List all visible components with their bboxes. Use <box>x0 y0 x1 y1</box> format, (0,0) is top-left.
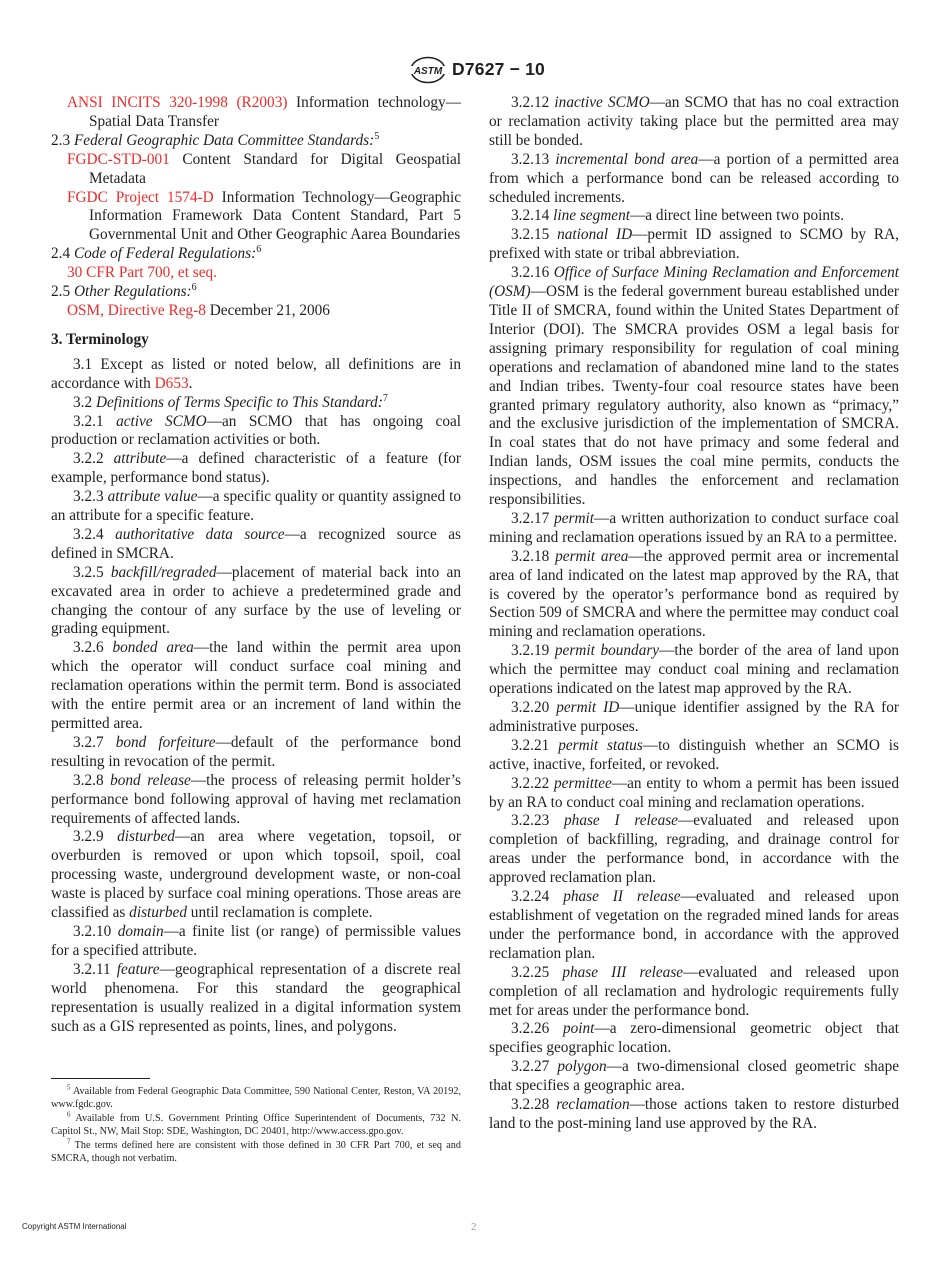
definition-term: reclamation <box>556 1096 630 1114</box>
definition-term: disturbed <box>117 828 175 846</box>
definition-3-2-3 <box>51 488 461 526</box>
definition-term: bonded area <box>112 639 194 657</box>
ref-ansi: ANSI INCITS 320-1998 (R2003) Information technology—Spatial Data Transfer <box>67 94 461 130</box>
definition-text: —the process of releasing permit holder’s performance bond following approval of having met reclamation requirements of affected lands. <box>51 771 461 827</box>
definition-text: —those actions taken to restore disturbed land to the post-mining land use approved by the RA. <box>489 1096 899 1132</box>
definition-text: —a defined characteristic of a feature (for example, performance bond status). <box>51 450 461 487</box>
definition-term: Office of Surface Mining Reclamation and Enforcement (OSM) <box>489 264 899 301</box>
definition-term: phase I release <box>564 812 678 830</box>
definition-term: incremental bond area <box>555 150 699 168</box>
definition-term: attribute value <box>107 488 198 506</box>
definition-3-2-22 <box>489 775 899 813</box>
definition-term: permit ID <box>556 699 620 716</box>
ref-link-ansi[interactable]: ANSI INCITS 320-1998 (R2003) <box>67 94 288 111</box>
definition-3-2-6 <box>51 639 461 734</box>
definition-text: —the land within the permit area upon which the operator will conduct surface coal mining and reclamation operations within the permit term. Bond is associated with the entire permit area or an increment of land within the permitted area. <box>51 639 461 732</box>
definition-number: 3.2.8 <box>73 771 104 789</box>
definition-number: 3.2.27 <box>511 1058 550 1076</box>
definition-3-2-23 <box>489 812 899 888</box>
definition-text: —a written authorization to conduct surface coal mining and reclamation operations issued by an RA to a permittee. <box>489 509 899 546</box>
definition-text: —unique identifier assigned by the RA for administrative purposes. <box>489 699 899 735</box>
definition-text: —a recognized source as defined in SMCRA. <box>51 525 461 562</box>
footnote-7: $^7$ The terms defined here are consistent with those defined in 30 CFR Part 700, et seq and SMCRA, though not verbatim. <box>51 1137 461 1165</box>
definition-text: —a zero-dimensional geometric object that specifies geographic location. <box>489 1020 900 1057</box>
definition-text: —to distinguish whether an SCMO is active, inactive, forfeited, or revoked. <box>489 736 900 773</box>
definition-term: permit area <box>555 547 629 565</box>
definition-number: 3.2.9 <box>73 828 104 846</box>
definition-3-2-12 <box>489 94 899 151</box>
definition-term: bond forfeiture <box>115 733 216 751</box>
definition-number: 3.2.20 <box>511 699 550 716</box>
definition-3-2-8 <box>51 772 461 829</box>
definition-term: line segment <box>553 207 630 225</box>
definition-3-2-9: 3.2.9 disturbed—an area where vegetation, topsoil, or overburden is removed or upon which topsoil, spoil, coal processing waste, underground development waste, or non-coal waste is placed by surface coal mining operations. Those areas are classified as disturbed until reclamation is complete. <box>51 828 461 922</box>
definition-term: permit status <box>558 736 643 754</box>
definition-number: 3.2.5 <box>73 563 104 581</box>
definition-number: 3.2.26 <box>511 1020 550 1038</box>
definition-text: —evaluated and released upon establishment of vegetation on the regraded mined lands for areas under the performance bond, in accordance with the approved reclamation plan. <box>489 888 899 962</box>
footnote-5: $^5$ Available from Federal Geographic Data Committee, 590 National Center, Reston, VA 20192, www.fgdc.gov. <box>51 1083 461 1111</box>
terminology-heading: 3. Terminology <box>51 330 149 348</box>
definition-number: 3.2.18 <box>511 547 550 565</box>
footnote-6: $^6$ Available from U.S. Government Printing Office Superintendent of Documents, 732 N. Capitol St., NW, Mail Stop: SDE, Washington, DC 20401, http://www.access.gpo.gov. <box>51 1110 461 1138</box>
definition-number: 3.2.24 <box>511 888 550 906</box>
para-3-1: 3.1 Except as listed or noted below, all definitions are in accordance with D653. <box>51 355 461 392</box>
page-number: 2 <box>471 1221 477 1233</box>
definition-term: bond release <box>110 771 191 789</box>
definition-text: —a portion of a permitted area from which a performance bond can be released according to scheduled increments. <box>489 150 899 206</box>
ref-link-d653[interactable]: D653 <box>154 374 189 392</box>
definition-term: phase II release <box>563 888 681 906</box>
definition-3-2-11 <box>51 961 461 1037</box>
definition-3-2-5 <box>51 564 461 640</box>
definition-term: permittee <box>554 774 612 792</box>
definition-text: —an SCMO that has no coal extraction or reclamation activity taking place but the permitted area may still be bonded. <box>489 94 899 149</box>
definition-term: national ID <box>557 226 633 244</box>
definition-term: polygon <box>557 1058 607 1076</box>
definition-number: 3.2.12 <box>511 94 550 111</box>
definition-number: 3.2.17 <box>511 509 550 527</box>
ref-fgdc-std: FGDC-STD-001 Content Standard for Digital Geospatial Metadata <box>67 150 461 187</box>
definition-number: 3.2.16 <box>511 264 550 282</box>
definition-3-2-26 <box>489 1020 899 1058</box>
definition-term: backfill/regraded <box>110 563 217 581</box>
definition-text: —a finite list (or range) of permissible values for a specified attribute. <box>51 922 462 959</box>
definition-3-2-15 <box>489 226 899 264</box>
definition-number: 3.2.28 <box>511 1096 550 1114</box>
ref-link-cfr[interactable]: 30 CFR Part 700, et seq. <box>67 264 217 282</box>
ref-link-fgdc-std[interactable]: FGDC-STD-001 <box>67 150 170 168</box>
definition-text: —an entity to whom a permit has been issued by an RA to conduct coal mining and reclamation operations. <box>489 774 899 811</box>
right-column <box>489 94 899 1134</box>
definition-term: domain <box>117 922 164 940</box>
definition-term: permit <box>554 509 595 527</box>
definition-number: 3.2.25 <box>511 963 550 981</box>
definition-3-2-25 <box>489 964 899 1021</box>
definition-text: —default of the performance bond resulting in revocation of the permit. <box>51 733 462 770</box>
definition-text: —placement of material back into an excavated area in order to achieve a predetermined grade and changing the contour of any surface by the use of leveling or grading equipment. <box>51 563 461 638</box>
footnotes <box>51 1078 461 1165</box>
definition-number: 3.2.19 <box>511 642 550 660</box>
section-2-4: 2.4 Code of Federal Regulations:$^6$ <box>51 244 262 263</box>
page-header <box>0 56 950 86</box>
definition-text: —OSM is the federal government bureau established under Title II of SMCRA, found within the United States Department of Interior (DOI). The SMCRA provides OSM a legal basis for assigning primary responsibility for regulation of coal mining operations and reclamation of abandoned mine land to the states and Indian tribes. Twenty-four coal resource states have been granted primary regulatory authority, also known as “primacy,” and the exclusive jurisdiction of the implementation of SMCRA. In coal states that do not have primacy and some federal and Indian lands, OSM issues the coal mine permits, conducts the inspections, and handles the enforcement and reclamation responsibilities. <box>489 283 899 509</box>
definition-3-2-17 <box>489 510 899 548</box>
definition-3-2-14 <box>489 207 899 226</box>
definition-term: inactive SCMO <box>554 94 650 111</box>
definition-number: 3.2.11 <box>73 960 111 978</box>
definition-3-2-16 <box>489 264 899 510</box>
definition-text: —evaluated and released upon completion of backfilling, regrading, and drainage control for areas under the performance bond, in accordance with the approved reclamation plan. <box>489 812 899 887</box>
definition-3-2-20 <box>489 699 899 737</box>
definition-text: —the border of the area of land upon which the permittee may conduct coal mining and reclamation operations indicated on the latest map approved by the RA. <box>489 642 899 698</box>
definition-term: phase III release <box>562 963 684 981</box>
standard-designation: D7627 − 10 <box>452 59 545 79</box>
definition-3-2-21 <box>489 737 899 775</box>
definition-term: permit boundary <box>554 642 660 660</box>
definition-number: 3.2.7 <box>73 733 104 751</box>
definition-term: point <box>562 1020 595 1038</box>
definition-text: —geographical representation of a discrete real world phenomena. For this standard the geographical representation is usually realized in a digital information system such as a GIS represented as points, lines, and polygons. <box>51 960 462 1035</box>
left-column <box>51 94 462 1036</box>
definition-number: 3.2.10 <box>73 922 112 940</box>
definition-text: —an SCMO that has ongoing coal production or reclamation activities or both. <box>51 412 462 449</box>
definition-text: —evaluated and released upon completion of all reclamation and hydrologic requirements fully met for areas under the performance bond. <box>489 963 899 1019</box>
definition-term: active SCMO <box>116 412 207 430</box>
ref-link-osm[interactable]: OSM, Directive Reg-8 <box>67 301 206 319</box>
definition-text: —a specific quality or quantity assigned to an attribute for a specific feature. <box>51 488 461 525</box>
definition-term: attribute <box>113 450 167 468</box>
definition-number: 3.2.6 <box>73 639 104 657</box>
definition-number: 3.2.1 <box>73 412 104 430</box>
definition-3-2-27 <box>489 1058 899 1096</box>
definition-3-2-1 <box>51 413 461 451</box>
definition-text: —a direct line between two points. <box>629 207 845 225</box>
definition-text: —the approved permit area or incremental area of land indicated on the latest map approved by the RA, that is covered by the operator’s performance bond as required by Section 509 of SMCRA and where the permittee may conduct coal mining and reclamation operations. <box>489 547 899 641</box>
para-3-2: 3.2 Definitions of Terms Specific to This Standard:$^7$ <box>73 392 388 411</box>
ref-osm: OSM, Directive Reg-8 December 21, 2006 <box>67 301 330 319</box>
copyright-notice: Copyright ASTM International <box>22 1222 127 1231</box>
definition-number: 3.2.2 <box>73 450 104 468</box>
section-2-3: 2.3 Federal Geographic Data Committee Standards:$^5$ <box>51 130 380 149</box>
definition-3-2-28 <box>489 1096 899 1134</box>
definition-3-2-4 <box>51 526 461 564</box>
definition-term: authoritative data source <box>115 525 285 543</box>
definition-number: 3.2.4 <box>73 525 104 543</box>
ref-cfr <box>67 264 461 283</box>
definition-number: 3.2.23 <box>511 812 550 830</box>
definition-text: —a two-dimensional closed geometric shape that specifies a geographic area. <box>489 1058 900 1095</box>
section-2-5: 2.5 Other Regulations:$^6$ <box>51 281 197 301</box>
definition-number: 3.2.3 <box>73 488 104 506</box>
definition-number: 3.2.15 <box>511 226 550 244</box>
definition-text: —an area where vegetation, topsoil, or overburden is removed or upon which topsoil, spoil, coal processing waste, underground development waste, or non-coal waste is placed by surface coal mining operations. Those areas are classified as <box>51 828 461 922</box>
definition-number: 3.2.13 <box>511 150 550 168</box>
astm-logo-icon <box>409 56 447 84</box>
definition-3-2-7 <box>51 734 461 772</box>
definition-3-2-19 <box>489 642 899 699</box>
definition-number: 3.2.21 <box>511 736 550 754</box>
svg-text:ASTM: ASTM <box>413 66 443 77</box>
definition-3-2-2 <box>51 450 461 488</box>
definition-3-2-24 <box>489 888 899 964</box>
definition-3-2-13 <box>489 151 899 208</box>
definition-text: —permit ID assigned to SCMO by RA, prefixed with state or tribal abbreviation. <box>489 226 899 263</box>
ref-link-fgdc-project[interactable]: FGDC Project 1574-D <box>67 188 214 206</box>
definition-number: 3.2.14 <box>511 207 550 225</box>
definition-3-2-18 <box>489 548 899 643</box>
definition-number: 3.2.22 <box>511 774 550 792</box>
ref-fgdc-project: FGDC Project 1574-D Information Technology—Geographic Information Framework Data Content Standard, Part 5 Governmental Unit and Other Geographic Aarea Boundaries <box>67 188 461 244</box>
definition-3-2-10 <box>51 923 461 961</box>
definition-term: feature <box>116 960 160 978</box>
